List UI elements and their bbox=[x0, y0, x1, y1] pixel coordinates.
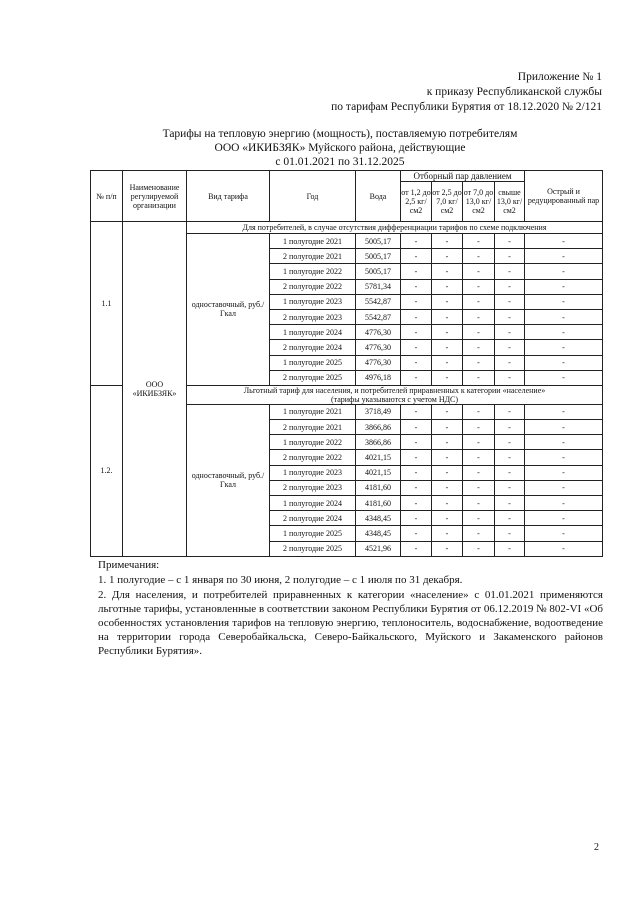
dash-cell: - bbox=[432, 279, 463, 294]
dash-cell: - bbox=[463, 420, 495, 435]
dash-cell: - bbox=[525, 420, 603, 435]
dash-cell: - bbox=[463, 264, 495, 279]
note-item-2: 2. Для населения, и потребителей приравненных к категории «население» с 01.01.2021 применяются льготные тарифы, установленные в соответствии законом Республики Бурятия от 06.12.2019 № 802-VI «Об особенностях установления тарифов на тепловую энергию, теплоноситель, водоснабжение, водоотведение на территории города Северобайкальска, Северо-Байкальского, Муйского и Закаменского районов Республики Бурятия». bbox=[98, 589, 603, 657]
water-value-cell: 5005,17 bbox=[356, 264, 401, 279]
dash-cell: - bbox=[495, 264, 525, 279]
period-cell: 1 полугодие 2025 bbox=[270, 355, 356, 370]
water-value-cell: 5005,17 bbox=[356, 234, 401, 249]
dash-cell: - bbox=[495, 435, 525, 450]
dash-cell: - bbox=[463, 480, 495, 495]
period-cell: 2 полугодие 2021 bbox=[270, 249, 356, 264]
dash-cell: - bbox=[432, 526, 463, 541]
water-value-cell: 5005,17 bbox=[356, 249, 401, 264]
section-title bbox=[187, 222, 603, 234]
dash-cell: - bbox=[525, 309, 603, 324]
dash-cell: - bbox=[525, 511, 603, 526]
dash-cell: - bbox=[401, 511, 432, 526]
header-year: Год bbox=[270, 171, 356, 222]
dash-cell: - bbox=[495, 541, 525, 556]
dash-cell: - bbox=[463, 496, 495, 511]
dash-cell: - bbox=[432, 511, 463, 526]
dash-cell: - bbox=[525, 279, 603, 294]
dash-cell: - bbox=[463, 355, 495, 370]
water-value-cell: 4348,45 bbox=[356, 511, 401, 526]
appendix-line-3: по тарифам Республики Бурятия от 18.12.2020 № 2/121 bbox=[331, 101, 602, 113]
dash-cell: - bbox=[401, 450, 432, 465]
dash-cell: - bbox=[432, 340, 463, 355]
dash-cell: - bbox=[432, 355, 463, 370]
water-value-cell: 5781,34 bbox=[356, 279, 401, 294]
dash-cell: - bbox=[432, 294, 463, 309]
dash-cell: - bbox=[525, 496, 603, 511]
dash-cell: - bbox=[432, 325, 463, 340]
water-value-cell: 4776,30 bbox=[356, 325, 401, 340]
dash-cell: - bbox=[495, 279, 525, 294]
water-value-cell: 5542,87 bbox=[356, 294, 401, 309]
dash-cell: - bbox=[525, 435, 603, 450]
notes-heading: Примечания: bbox=[98, 559, 160, 571]
organization-name: ООО «ИКИБЗЯК» bbox=[123, 222, 187, 557]
dash-cell: - bbox=[401, 370, 432, 385]
dash-cell: - bbox=[401, 340, 432, 355]
section-number: 1.2. bbox=[91, 385, 123, 556]
title-line-1: Тарифы на тепловую энергию (мощность), поставляемую потребителям bbox=[162, 128, 518, 140]
water-value-cell: 4521,96 bbox=[356, 541, 401, 556]
dash-cell: - bbox=[463, 450, 495, 465]
period-cell: 1 полугодие 2023 bbox=[270, 465, 356, 480]
dash-cell: - bbox=[525, 234, 603, 249]
water-value-cell: 4348,45 bbox=[356, 526, 401, 541]
tariff-kind: одноставочный, руб./Гкал bbox=[187, 404, 270, 556]
dash-cell: - bbox=[525, 249, 603, 264]
dash-cell: - bbox=[401, 264, 432, 279]
period-cell: 1 полугодие 2024 bbox=[270, 496, 356, 511]
dash-cell: - bbox=[401, 294, 432, 309]
dash-cell: - bbox=[401, 541, 432, 556]
document-title bbox=[110, 127, 570, 169]
dash-cell: - bbox=[401, 420, 432, 435]
dash-cell: - bbox=[495, 450, 525, 465]
dash-cell: - bbox=[463, 309, 495, 324]
note-item-1: 1. 1 полугодие – с 1 января по 30 июня, 2 полугодие – с 1 июля по 31 декабря. bbox=[98, 574, 463, 586]
dash-cell: - bbox=[525, 340, 603, 355]
appendix-line-1: Приложение № 1 bbox=[517, 71, 602, 83]
water-value-cell: 4181,60 bbox=[356, 480, 401, 495]
appendix-line-2: к приказу Республиканской службы bbox=[426, 86, 602, 98]
dash-cell: - bbox=[495, 340, 525, 355]
dash-cell: - bbox=[432, 541, 463, 556]
water-value-cell: 3718,49 bbox=[356, 404, 401, 419]
period-cell: 2 полугодие 2023 bbox=[270, 309, 356, 324]
period-cell: 2 полугодие 2022 bbox=[270, 450, 356, 465]
header-pressure-3: от 7,0 до 13,0 кг/см2 bbox=[463, 182, 495, 222]
section-number: 1.1 bbox=[91, 222, 123, 386]
dash-cell: - bbox=[525, 541, 603, 556]
dash-cell: - bbox=[401, 309, 432, 324]
page-number: 2 bbox=[594, 842, 599, 853]
dash-cell: - bbox=[495, 526, 525, 541]
header-tariff-kind: Вид тарифа bbox=[187, 171, 270, 222]
dash-cell: - bbox=[432, 234, 463, 249]
dash-cell: - bbox=[463, 370, 495, 385]
dash-cell: - bbox=[463, 465, 495, 480]
dash-cell: - bbox=[463, 294, 495, 309]
dash-cell: - bbox=[495, 370, 525, 385]
dash-cell: - bbox=[463, 526, 495, 541]
dash-cell: - bbox=[463, 325, 495, 340]
section-title-line: Для потребителей, в случае отсутствия дифференциации тарифов по схеме подключения bbox=[242, 223, 547, 232]
dash-cell: - bbox=[463, 541, 495, 556]
period-cell: 1 полугодие 2022 bbox=[270, 435, 356, 450]
period-cell: 1 полугодие 2024 bbox=[270, 325, 356, 340]
dash-cell: - bbox=[463, 340, 495, 355]
dash-cell: - bbox=[495, 465, 525, 480]
section-title-row bbox=[91, 222, 603, 234]
period-cell: 1 полугодие 2025 bbox=[270, 526, 356, 541]
period-cell: 2 полугодие 2024 bbox=[270, 340, 356, 355]
period-cell: 2 полугодие 2025 bbox=[270, 370, 356, 385]
section-title-line: (тарифы указываются с учетом НДС) bbox=[330, 394, 459, 404]
header-water: Вода bbox=[356, 171, 401, 222]
header-pressure-4: свыше 13,0 кг/см2 bbox=[495, 182, 525, 222]
dash-cell: - bbox=[495, 355, 525, 370]
dash-cell: - bbox=[495, 496, 525, 511]
tariff-kind: одноставочный, руб./Гкал bbox=[187, 234, 270, 386]
dash-cell: - bbox=[525, 325, 603, 340]
period-cell: 2 полугодие 2021 bbox=[270, 420, 356, 435]
dash-cell: - bbox=[432, 249, 463, 264]
water-value-cell: 3866,86 bbox=[356, 435, 401, 450]
period-cell: 1 полугодие 2021 bbox=[270, 404, 356, 419]
dash-cell: - bbox=[495, 404, 525, 419]
dash-cell: - bbox=[432, 450, 463, 465]
section-title-line: Льготный тариф для населения, и потребителей приравненных к категории «население» bbox=[243, 385, 546, 395]
dash-cell: - bbox=[463, 511, 495, 526]
header-pressure-1: от 1,2 до 2,5 кг/см2 bbox=[401, 182, 432, 222]
dash-cell: - bbox=[495, 249, 525, 264]
dash-cell: - bbox=[525, 264, 603, 279]
dash-cell: - bbox=[525, 526, 603, 541]
dash-cell: - bbox=[401, 496, 432, 511]
dash-cell: - bbox=[432, 480, 463, 495]
dash-cell: - bbox=[401, 249, 432, 264]
header-number: № п/п bbox=[91, 171, 123, 222]
dash-cell: - bbox=[432, 370, 463, 385]
dash-cell: - bbox=[495, 325, 525, 340]
dash-cell: - bbox=[401, 526, 432, 541]
dash-cell: - bbox=[495, 480, 525, 495]
period-cell: 2 полугодие 2022 bbox=[270, 279, 356, 294]
water-value-cell: 4021,15 bbox=[356, 450, 401, 465]
dash-cell: - bbox=[432, 264, 463, 279]
dash-cell: - bbox=[432, 465, 463, 480]
header-steam-group: Отборный пар давлением bbox=[401, 171, 525, 182]
dash-cell: - bbox=[525, 480, 603, 495]
water-value-cell: 4181,60 bbox=[356, 496, 401, 511]
dash-cell: - bbox=[525, 294, 603, 309]
title-line-2: ООО «ИКИБЗЯК» Муйского района, действующие bbox=[214, 142, 466, 154]
header-pressure-2: от 2,5 до 7,0 кг/см2 bbox=[432, 182, 463, 222]
dash-cell: - bbox=[495, 294, 525, 309]
water-value-cell: 4976,18 bbox=[356, 370, 401, 385]
dash-cell: - bbox=[401, 465, 432, 480]
dash-cell: - bbox=[401, 234, 432, 249]
dash-cell: - bbox=[525, 355, 603, 370]
period-cell: 2 полугодие 2023 bbox=[270, 480, 356, 495]
water-value-cell: 4021,15 bbox=[356, 465, 401, 480]
period-cell: 1 полугодие 2022 bbox=[270, 264, 356, 279]
dash-cell: - bbox=[401, 480, 432, 495]
dash-cell: - bbox=[495, 511, 525, 526]
dash-cell: - bbox=[525, 404, 603, 419]
dash-cell: - bbox=[432, 420, 463, 435]
dash-cell: - bbox=[463, 279, 495, 294]
dash-cell: - bbox=[432, 435, 463, 450]
period-cell: 2 полугодие 2025 bbox=[270, 541, 356, 556]
dash-cell: - bbox=[401, 325, 432, 340]
dash-cell: - bbox=[401, 435, 432, 450]
dash-cell: - bbox=[525, 450, 603, 465]
dash-cell: - bbox=[525, 370, 603, 385]
dash-cell: - bbox=[463, 234, 495, 249]
water-value-cell: 4776,30 bbox=[356, 340, 401, 355]
water-value-cell: 3866,86 bbox=[356, 420, 401, 435]
dash-cell: - bbox=[495, 420, 525, 435]
dash-cell: - bbox=[401, 279, 432, 294]
dash-cell: - bbox=[432, 309, 463, 324]
period-cell: 2 полугодие 2024 bbox=[270, 511, 356, 526]
dash-cell: - bbox=[401, 355, 432, 370]
dash-cell: - bbox=[432, 496, 463, 511]
dash-cell: - bbox=[463, 435, 495, 450]
title-line-3: с 01.01.2021 по 31.12.2025 bbox=[275, 156, 405, 168]
dash-cell: - bbox=[432, 404, 463, 419]
dash-cell: - bbox=[463, 249, 495, 264]
water-value-cell: 4776,30 bbox=[356, 355, 401, 370]
dash-cell: - bbox=[495, 309, 525, 324]
dash-cell: - bbox=[525, 465, 603, 480]
appendix-header bbox=[331, 70, 602, 115]
section-title bbox=[187, 385, 603, 404]
dash-cell: - bbox=[495, 234, 525, 249]
period-cell: 1 полугодие 2023 bbox=[270, 294, 356, 309]
dash-cell: - bbox=[401, 404, 432, 419]
dash-cell: - bbox=[463, 404, 495, 419]
tariff-table bbox=[90, 170, 603, 557]
header-organization: Наименование регулируемой организации bbox=[123, 171, 187, 222]
header-sharp-steam: Острый и редуцированный пар bbox=[525, 171, 603, 222]
period-cell: 1 полугодие 2021 bbox=[270, 234, 356, 249]
water-value-cell: 5542,87 bbox=[356, 309, 401, 324]
